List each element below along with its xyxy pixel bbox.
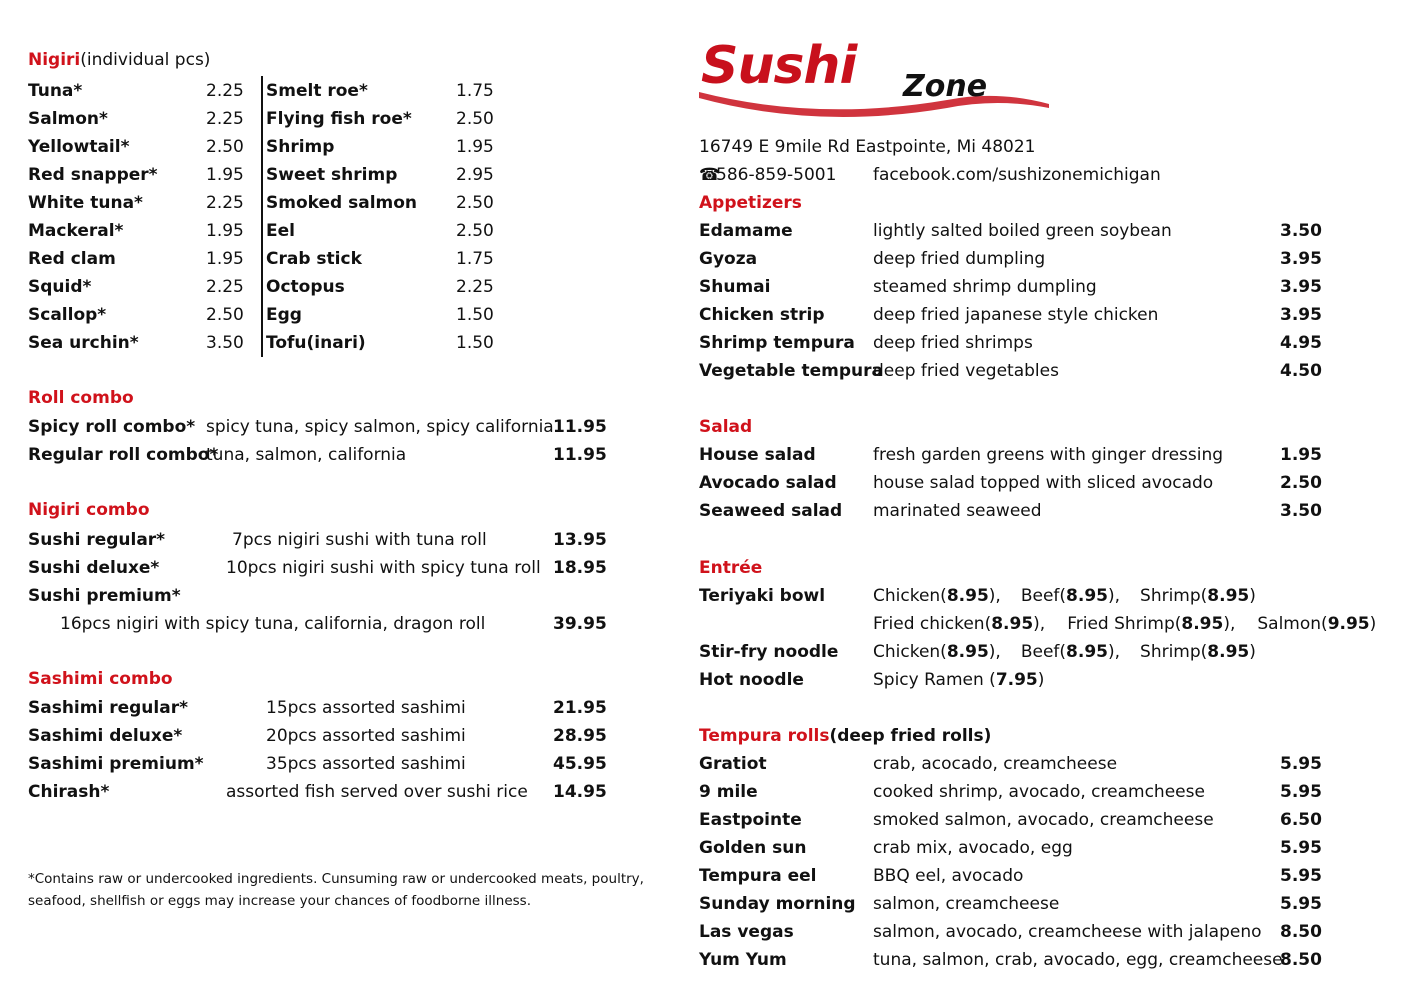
appetizers-title: Appetizers — [699, 193, 802, 213]
menu-item-name: Sweet shrimp — [266, 165, 398, 185]
menu-item-name: Chirash* — [28, 782, 110, 802]
menu-item-name: Shumai — [699, 277, 771, 297]
menu-item-name: Teriyaki bowl — [699, 586, 826, 606]
entree-option-paren: ) — [1037, 670, 1045, 690]
menu-item-desc: 15pcs assorted sashimi — [266, 698, 466, 718]
menu-item-desc: spicy tuna, spicy salmon, spicy california — [206, 417, 554, 437]
menu-item-price: 45.95 — [553, 754, 607, 774]
menu-item-price: 2.50 — [1280, 473, 1322, 493]
menu-item-name: 9 mile — [699, 782, 758, 802]
menu-item-name: Seaweed salad — [699, 501, 843, 521]
menu-item-price: 2.25 — [456, 277, 494, 297]
menu-item-desc: marinated seaweed — [873, 501, 1042, 521]
menu-item-desc: crab, acocado, creamcheese — [873, 754, 1118, 774]
entree-option-label: Shrimp( — [1140, 586, 1208, 606]
menu-item-name: Smelt roe* — [266, 81, 368, 101]
entree-option-paren: ), — [1107, 642, 1121, 662]
menu-item-name: Sashimi premium* — [28, 754, 204, 774]
menu-item-name: Yum Yum — [699, 950, 787, 970]
phone-line — [699, 165, 836, 185]
menu-item-name: Spicy roll combo* — [28, 417, 196, 437]
menu-item-price: 8.50 — [1280, 922, 1322, 942]
tempura-rolls-subtitle: (deep fried rolls) — [829, 726, 992, 746]
menu-item-name: Mackeral* — [28, 221, 124, 241]
menu-item-name: Shrimp — [266, 137, 335, 157]
roll-combo-title: Roll combo — [28, 388, 134, 408]
menu-item-price: 39.95 — [553, 614, 607, 634]
menu-item-name: Egg — [266, 305, 302, 325]
entree-option-price: 8.95 — [1066, 642, 1108, 662]
phone-icon: ☎ — [699, 165, 721, 185]
phone-number: 586-859-5001 — [716, 165, 837, 185]
entree-option-paren: ), — [988, 642, 1001, 662]
menu-item-name: Tempura eel — [699, 866, 817, 886]
menu-item-desc: deep fried vegetables — [873, 361, 1059, 381]
menu-item-name: Red snapper* — [28, 165, 158, 185]
menu-item-name: White tuna* — [28, 193, 143, 213]
entree-option-price: 8.95 — [946, 586, 989, 606]
menu-item-price: 1.95 — [206, 249, 244, 269]
entree-option-price: 8.95 — [1207, 642, 1250, 662]
menu-item-desc: 35pcs assorted sashimi — [266, 754, 466, 774]
nigiri-subtitle: (individual pcs) — [80, 50, 211, 70]
logo-word-zone: Zone — [903, 69, 988, 104]
nigiri-heading — [28, 50, 210, 70]
menu-item-desc: cooked shrimp, avocado, creamcheese — [873, 782, 1205, 802]
menu-item-price: 2.25 — [206, 109, 244, 129]
menu-item-name: Red clam — [28, 249, 116, 269]
menu-item-name: Gratiot — [699, 754, 767, 774]
menu-item-price: 2.25 — [206, 193, 244, 213]
menu-item-name: Smoked salmon — [266, 193, 418, 213]
menu-item-name: Flying fish roe* — [266, 109, 412, 129]
menu-item-desc: deep fried japanese style chicken — [873, 305, 1159, 325]
menu-item-name: Sea urchin* — [28, 333, 139, 353]
menu-item-price: 4.95 — [1280, 333, 1322, 353]
menu-item-price: 2.50 — [456, 221, 494, 241]
menu-item-name: Sashimi regular* — [28, 698, 188, 718]
menu-item-name: Las vegas — [699, 922, 794, 942]
menu-item-name: Sashimi deluxe* — [28, 726, 183, 746]
menu-item-name: Crab stick — [266, 249, 362, 269]
entree-option-paren: ), — [1107, 586, 1121, 606]
menu-item-desc: crab mix, avocado, egg — [873, 838, 1073, 858]
menu-item-name: Octopus — [266, 277, 345, 297]
tempura-rolls-heading — [699, 726, 991, 746]
menu-item-price: 28.95 — [553, 726, 607, 746]
menu-item-desc: fresh garden greens with ginger dressing — [873, 445, 1224, 465]
entree-title: Entrée — [699, 558, 763, 578]
entree-option-label: Spicy Ramen ( — [873, 670, 996, 690]
menu-item-price: 3.50 — [1280, 501, 1322, 521]
entree-option-price: 8.95 — [1066, 586, 1108, 606]
menu-item-name: Chicken strip — [699, 305, 825, 325]
menu-item-price: 2.25 — [206, 277, 244, 297]
menu-item-price: 14.95 — [553, 782, 607, 802]
menu-item-price: 2.95 — [456, 165, 494, 185]
entree-option-paren: ), — [1223, 614, 1236, 634]
menu-item-name: Tuna* — [28, 81, 83, 101]
menu-item-name: Hot noodle — [699, 670, 804, 690]
menu-item-price: 21.95 — [553, 698, 607, 718]
menu-item-desc: BBQ eel, avocado — [873, 866, 1024, 886]
menu-item-desc: assorted fish served over sushi rice — [226, 782, 528, 802]
menu-item-name: Scallop* — [28, 305, 107, 325]
menu-item-desc: 16pcs nigiri with spicy tuna, california, dragon roll — [60, 614, 486, 634]
menu-item-desc: house salad topped with sliced avocado — [873, 473, 1214, 493]
entree-options — [873, 670, 1044, 690]
menu-item-price: 2.50 — [206, 305, 244, 325]
menu-item-name: Yellowtail* — [28, 137, 130, 157]
menu-item-desc: 7pcs nigiri sushi with tuna roll — [232, 530, 487, 550]
entree-option-price: 8.95 — [1207, 586, 1250, 606]
footnote: *Contains raw or undercooked ingredients. Cunsuming raw or undercooked meats, poultry, seafood, shellfish or eggs may increase your chances of foodborne illness. — [28, 871, 644, 909]
salad-title: Salad — [699, 417, 753, 437]
nigiri-combo-title: Nigiri combo — [28, 500, 150, 520]
menu-item-price: 2.50 — [456, 109, 494, 129]
menu-item-price: 18.95 — [553, 558, 607, 578]
menu-item-price: 1.50 — [456, 333, 494, 353]
menu-item-desc: salmon, avocado, creamcheese with jalapeno — [873, 922, 1262, 942]
menu-item-desc: salmon, creamcheese — [873, 894, 1060, 914]
facebook-link[interactable]: facebook.com/sushizonemichigan — [873, 165, 1161, 185]
menu-item-price: 1.95 — [206, 221, 244, 241]
logo — [697, 36, 1057, 114]
entree-options — [873, 642, 1256, 662]
entree-option-price: 8.95 — [946, 642, 989, 662]
menu-item-price: 8.50 — [1280, 950, 1322, 970]
menu-item-desc: deep fried shrimps — [873, 333, 1033, 353]
nigiri-divider — [261, 76, 263, 357]
entree-option-paren: ) — [1249, 586, 1256, 606]
menu-item-price: 11.95 — [553, 445, 607, 465]
menu-item-desc: 20pcs assorted sashimi — [266, 726, 466, 746]
entree-option-label: Salmon( — [1257, 614, 1328, 634]
menu-item-price: 13.95 — [553, 530, 607, 550]
entree-option-label: Beef( — [1020, 586, 1067, 606]
menu-item-desc: smoked salmon, avocado, creamcheese — [873, 810, 1214, 830]
menu-item-price: 5.95 — [1280, 838, 1322, 858]
menu-item-name: Eastpointe — [699, 810, 802, 830]
entree-option-paren: ) — [1249, 642, 1256, 662]
menu-item-price: 5.95 — [1280, 894, 1322, 914]
menu-item-price: 3.50 — [206, 333, 244, 353]
entree-option-paren: ) — [1369, 614, 1377, 634]
entree-options — [873, 614, 1376, 634]
menu-item-name: Eel — [266, 221, 295, 241]
menu-item-price: 5.95 — [1280, 754, 1322, 774]
menu-item-price: 2.25 — [206, 81, 244, 101]
menu-item-price: 6.50 — [1280, 810, 1322, 830]
menu-item-name: Vegetable tempura — [699, 361, 883, 381]
menu-item-name: Sushi regular* — [28, 530, 166, 550]
sashimi-combo-title: Sashimi combo — [28, 669, 173, 689]
menu-item-name: Gyoza — [699, 249, 758, 269]
menu-item-name: Salmon* — [28, 109, 108, 129]
entree-option-label: Chicken( — [873, 642, 947, 662]
nigiri-title: Nigiri — [28, 50, 81, 70]
address: 16749 E 9mile Rd Eastpointe, Mi 48021 — [699, 137, 1036, 157]
menu-item-price: 4.50 — [1280, 361, 1322, 381]
entree-option-label: Fried Shrimp( — [1067, 614, 1182, 634]
menu-item-name: Edamame — [699, 221, 793, 241]
menu-item-name: Stir-fry noodle — [699, 642, 839, 662]
menu-item-desc: 10pcs nigiri sushi with spicy tuna roll — [226, 558, 541, 578]
tempura-rolls-title: Tempura rolls — [699, 726, 830, 746]
menu-item-price: 2.50 — [206, 137, 244, 157]
menu-item-desc: steamed shrimp dumpling — [873, 277, 1097, 297]
entree-option-price: 8.95 — [991, 614, 1034, 634]
menu-item-name: Squid* — [28, 277, 92, 297]
menu-item-price: 5.95 — [1280, 866, 1322, 886]
menu-item-price: 11.95 — [553, 417, 607, 437]
menu-item-price: 1.75 — [456, 249, 494, 269]
menu-item-desc: deep fried dumpling — [873, 249, 1046, 269]
entree-option-paren: ), — [988, 586, 1001, 606]
menu-item-price: 3.95 — [1280, 249, 1322, 269]
logo-word-sushi: Sushi — [701, 36, 857, 96]
menu-item-price: 3.95 — [1280, 305, 1322, 325]
menu-item-price: 5.95 — [1280, 782, 1322, 802]
menu-item-price: 1.95 — [206, 165, 244, 185]
menu-item-price: 2.50 — [456, 193, 494, 213]
menu-item-name: Shrimp tempura — [699, 333, 855, 353]
entree-option-price: 7.95 — [995, 670, 1038, 690]
entree-option-label: Chicken( — [873, 586, 947, 606]
entree-option-price: 9.95 — [1327, 614, 1370, 634]
menu-item-desc: tuna, salmon, california — [206, 445, 407, 465]
menu-item-price: 3.95 — [1280, 277, 1322, 297]
entree-option-label: Beef( — [1020, 642, 1067, 662]
entree-option-label: Fried chicken( — [873, 614, 992, 634]
menu-item-name: Golden sun — [699, 838, 807, 858]
menu-item-name: Regular roll combo* — [28, 445, 219, 465]
menu-item-price: 1.95 — [456, 137, 494, 157]
menu-item-price: 1.50 — [456, 305, 494, 325]
menu-item-desc: lightly salted boiled green soybean — [873, 221, 1172, 241]
menu-item-price: 1.95 — [1280, 445, 1322, 465]
entree-option-label: Shrimp( — [1140, 642, 1208, 662]
menu-item-desc: tuna, salmon, crab, avocado, egg, creamcheese — [873, 950, 1283, 970]
menu-item-price: 1.75 — [456, 81, 494, 101]
menu-item-name: Sunday morning — [699, 894, 856, 914]
menu-item-name: Sushi deluxe* — [28, 558, 160, 578]
menu-item-name: Avocado salad — [699, 473, 837, 493]
menu-item-name: Tofu(inari) — [266, 333, 366, 353]
entree-option-price: 8.95 — [1181, 614, 1224, 634]
entree-options — [873, 586, 1256, 606]
menu-item-name: House salad — [699, 445, 816, 465]
entree-option-paren: ), — [1033, 614, 1046, 634]
menu-item-name: Sushi premium* — [28, 586, 181, 606]
menu-item-price: 3.50 — [1280, 221, 1322, 241]
